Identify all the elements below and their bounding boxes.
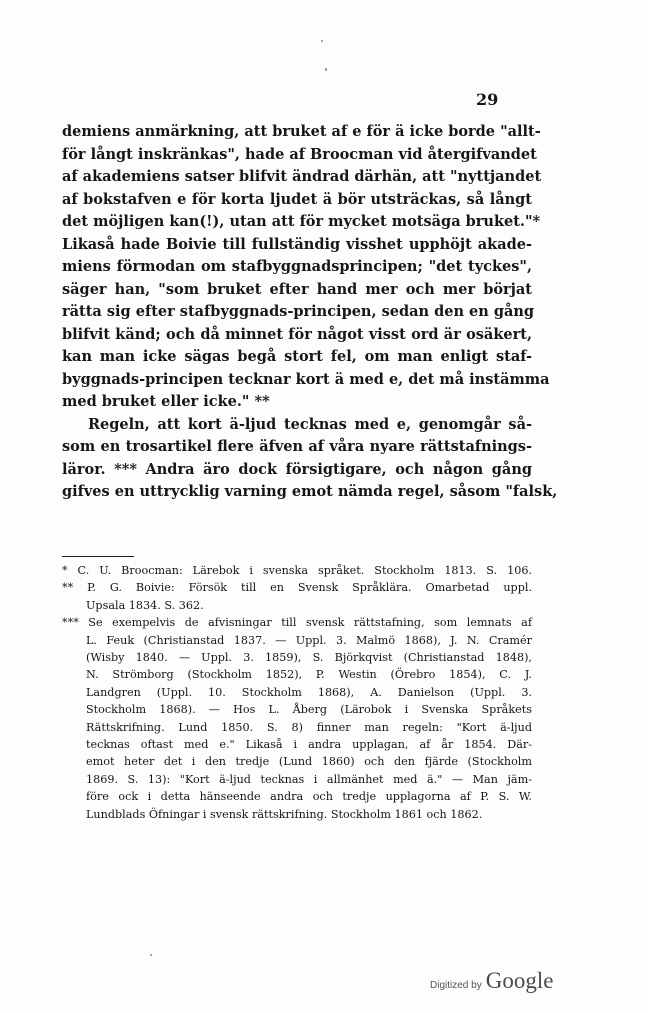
footnote-rule [62, 556, 134, 557]
body-line: för långt inskränkas", hade af Broocman vid återgifvandet [62, 145, 537, 163]
body-line: kan man icke sägas begå stort fel, om man enligt staf- [62, 348, 532, 365]
body-line: säger han, "som bruket efter hand mer och mer börjat [62, 280, 532, 298]
footnote-line: (Wisby 1840. — Uppl. 3. 1859), S. Björkqvist (Christianstad 1848), [86, 651, 532, 665]
body-line: miens förmodan om stafbyggnadsprincipen; "det tyckes", [62, 258, 532, 275]
footnote-line: Upsala 1834. S. 362. [86, 598, 204, 612]
body-line: blifvit känd; och då minnet för något visst ord är osäkert, [62, 325, 532, 343]
digitized-by-google-watermark [430, 968, 553, 994]
footnote-line: tecknas oftast med e." Likaså i andra upplagan, af år 1854. Där- [86, 738, 532, 752]
body-line: läror. *** Andra äro dock försigtigare, och någon gång [62, 460, 532, 478]
footnote-line: före ock i detta hänseende andra och tredje upplagorna af P. S. W. [86, 790, 532, 804]
footnote-line: Rättskrifning. Lund 1850. S. 8) finner man regeln: "Kort ä-ljud [86, 720, 532, 734]
page-number: 29 [476, 90, 499, 109]
footnote-line: emot heter det i den tredje (Lund 1860) och den fjärde (Stockholm [86, 755, 532, 769]
footnote-line: ** P. G. Boivie: Försök till en Svensk Språklära. Omarbetad uppl. [62, 581, 532, 595]
watermark-small-text: Digitized by [430, 980, 482, 991]
body-text [62, 121, 558, 504]
footnote-line: 1869. S. 13): "Kort ä-ljud tecknas i allmänhet med ä." — Man jäm- [86, 772, 532, 786]
body-line: rätta sig efter stafbyggnads-principen, sedan den en gång [62, 303, 535, 320]
body-line: med bruket eller icke." ** [62, 393, 270, 410]
footnote-line: N. Strömborg (Stockholm 1852), P. Westin (Örebro 1854), C. J. [86, 668, 532, 682]
body-line: som en trosartikel flere äfven af våra nyare rättstafnings- [62, 438, 532, 455]
body-line: gifves en uttrycklig varning emot nämda regel, såsom "falsk, [62, 483, 558, 500]
body-line: demiens anmärkning, att bruket af e för ä icke borde "allt- [62, 123, 541, 140]
footnote-line: *** Se exempelvis de afvisningar till svensk rättstafning, som lemnats af [62, 616, 532, 630]
body-line: det möjligen kan(!), utan att för mycket motsäga bruket."* [62, 213, 541, 230]
footnotes [62, 562, 532, 823]
body-line: af akademiens satser blifvit ändrad därhän, att "nyttjandet [62, 168, 542, 185]
body-line: byggnads-principen tecknar kort ä med e, det må instämma [62, 370, 550, 388]
footnote-line: Stockholm 1868). — Hos L. Åberg (Lärobok i Svenska Språkets [86, 703, 532, 717]
footnote-line: Landgren (Uppl. 10. Stockholm 1868), A. Danielson (Uppl. 3. [86, 685, 532, 699]
scan-speck [321, 40, 323, 42]
body-line: af bokstafven e för korta ljudet ä bör utsträckas, så långt [62, 190, 532, 208]
body-line: Likaså hade Boivie till fullständig visshet upphöjt akade- [62, 235, 532, 253]
footnote-line: * C. U. Broocman: Lärebok i svenska språket. Stockholm 1813. S. 106. [62, 564, 532, 577]
scan-speck [325, 68, 327, 71]
body-line: Regeln, att kort ä-ljud tecknas med e, genomgår så- [88, 415, 532, 433]
footnote-line: L. Feuk (Christianstad 1837. — Uppl. 3. Malmö 1868), J. N. Cramér [86, 633, 532, 647]
watermark-logo-text: Google [485, 968, 554, 993]
scan-speck [150, 954, 152, 956]
footnote-line: Lundblads Öfningar i svensk rättskrifning. Stockholm 1861 och 1862. [86, 807, 483, 821]
